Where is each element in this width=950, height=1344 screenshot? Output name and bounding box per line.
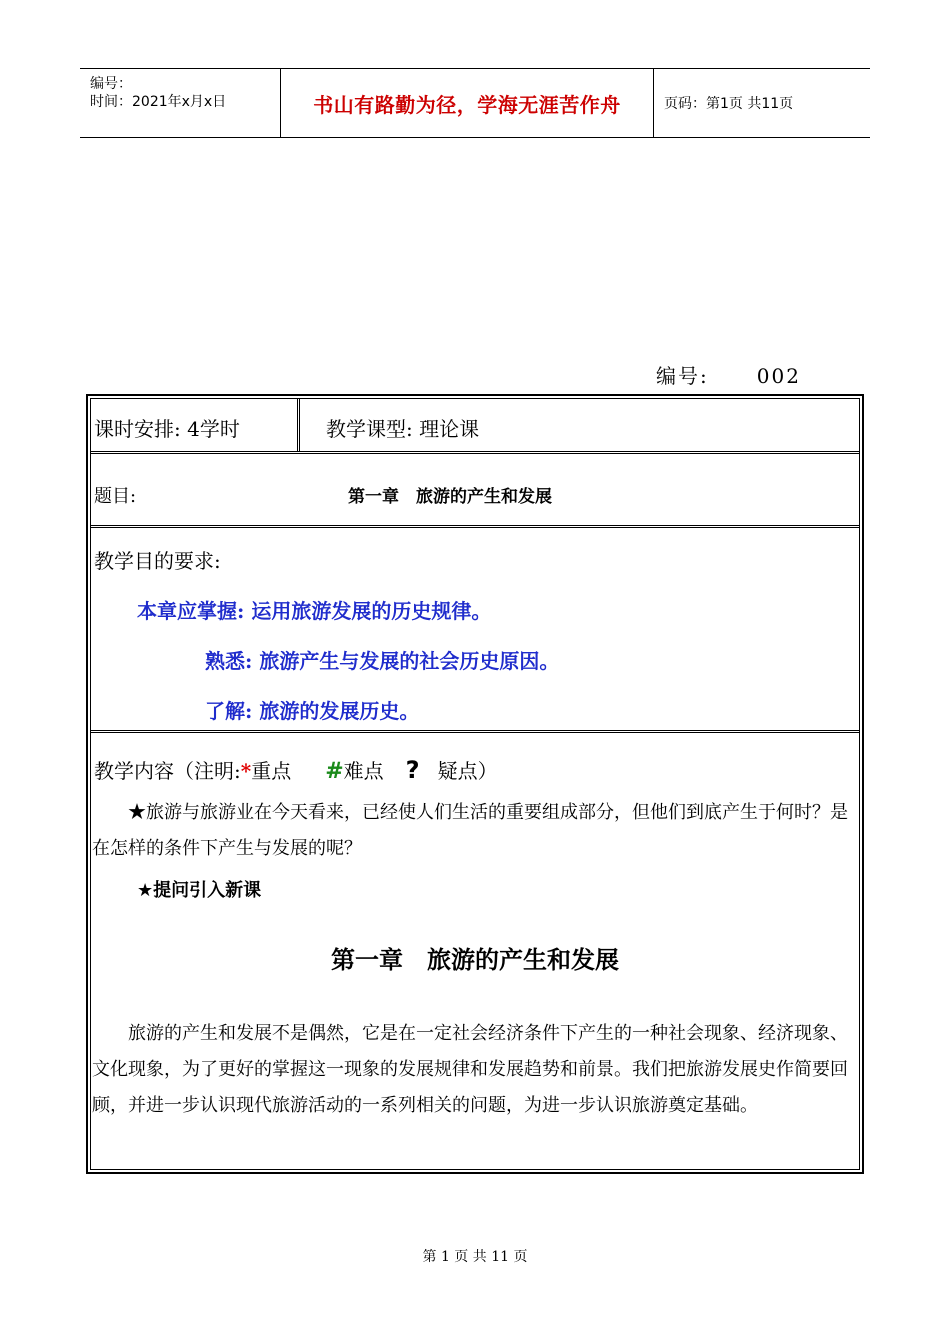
intro-paragraph: ★旅游与旅游业在今天看来，已经使人们生活的重要组成部分，但他们到底产生于何时？是在怎样的条件下产生与发展的呢？: [92, 802, 848, 859]
number-label: 编号：: [90, 76, 132, 92]
key-point-text: 重点: [251, 759, 292, 783]
document-number: [656, 360, 801, 389]
document-number-label: 编号:: [656, 364, 709, 388]
class-hours: 课时安排: 4学时: [94, 417, 240, 441]
difficult-point-text: 难点: [343, 759, 384, 783]
objective-item: 了解: 旅游的发展历史。: [205, 699, 420, 723]
objectives-label: 教学目的要求:: [94, 549, 221, 573]
row-divider: [90, 525, 860, 528]
objective-item: 本章应掌握: 运用旅游发展的历史规律。: [137, 599, 492, 623]
header-motto-cell: [281, 69, 654, 137]
column-divider: [297, 398, 300, 452]
time-label: 时间：2021年x月x日: [90, 94, 227, 110]
question-mark-icon: ?: [405, 756, 420, 784]
topic-value: 第一章 旅游的产生和发展: [348, 487, 552, 507]
document-number-value: 002: [756, 364, 801, 388]
header-meta-cell: [80, 69, 281, 137]
row-divider: [90, 730, 860, 733]
motto: 书山有路勤为径，学海无涯苦作舟: [313, 92, 621, 117]
difficult-point-mark: #: [325, 758, 344, 784]
page-info: 页码：第1页 共11页: [664, 96, 794, 112]
course-type: 教学课型: 理论课: [326, 417, 480, 441]
body-paragraph: 旅游的产生和发展不是偶然，它是在一定社会经济条件下产生的一种社会现象、经济现象、文化现象，为了更好的掌握这一现象的发展规律和发展趋势和前景。我们把旅游发展史作简要回顾，并进一步认识现代旅游活动的一系列相关的问题，为进一步认识旅游奠定基础。: [92, 1023, 848, 1116]
row-divider: [90, 451, 860, 454]
topic-label: 题目:: [94, 486, 137, 507]
new-lesson-line: ★提问引入新课: [137, 880, 262, 901]
content-label: 教学内容（注明:: [94, 759, 241, 783]
page-footer: 第 1 页 共 11 页: [422, 1249, 528, 1265]
key-point-mark: *: [240, 759, 252, 783]
doubt-point-text: 疑点）: [437, 759, 498, 783]
content-legend: [94, 755, 498, 784]
page-header: [80, 68, 870, 138]
objective-item: 熟悉: 旅游产生与发展的社会历史原因。: [205, 649, 560, 673]
chapter-title: 第一章 旅游的产生和发展: [331, 946, 619, 974]
header-page-cell: [654, 69, 870, 137]
